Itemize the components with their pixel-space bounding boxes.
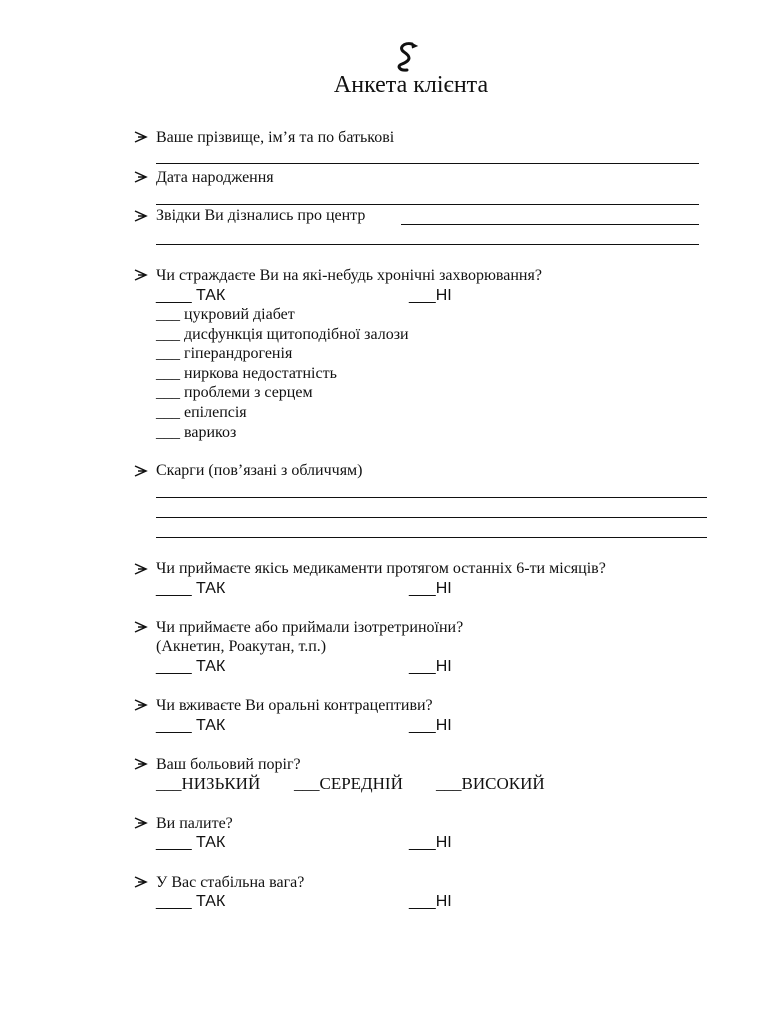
blank: ___ <box>156 345 180 362</box>
blank: ___ <box>409 287 436 304</box>
disease-label: проблеми з серцем <box>184 384 313 401</box>
bullet-arrow-icon <box>134 269 148 281</box>
bullet-arrow-icon <box>134 817 148 829</box>
option-contraceptives-no[interactable] <box>409 716 452 736</box>
no-label: НІ <box>435 658 452 675</box>
bullet-arrow-icon <box>134 465 148 477</box>
blank: ___ <box>409 658 436 675</box>
yes-label: ТАК <box>196 580 226 597</box>
bullet-arrow-icon <box>134 210 148 222</box>
snake-logo-icon <box>392 40 420 74</box>
blank: ___ <box>156 365 180 382</box>
question-source: Звідки Ви дізнались про центр <box>156 207 366 224</box>
blank: ___ <box>409 893 436 910</box>
answer-line-source-2[interactable] <box>156 244 699 245</box>
disease-label: гіперандрогенія <box>184 345 293 362</box>
disease-label: епілепсія <box>184 404 247 421</box>
blank: ___ <box>409 834 436 851</box>
blank: ____ <box>156 580 192 597</box>
disease-item[interactable] <box>156 423 236 443</box>
answer-line-complaints-1[interactable] <box>156 497 707 498</box>
bullet-arrow-icon <box>134 563 148 575</box>
blank: ____ <box>156 834 192 851</box>
no-label: НІ <box>435 834 452 851</box>
option-smoking-no[interactable] <box>409 833 452 853</box>
disease-label: варикоз <box>184 424 237 441</box>
option-isotretinoin-yes[interactable] <box>156 657 225 677</box>
question-pain-threshold: Ваш больовий поріг? <box>156 756 301 773</box>
question-isotretinoin-examples: (Акнетин, Роакутан, т.п.) <box>156 638 327 655</box>
bullet-arrow-icon <box>134 621 148 633</box>
option-chronic-no[interactable] <box>409 286 452 306</box>
option-pain-low[interactable]: ___НИЗЬКИЙ <box>156 774 261 793</box>
yes-label: ТАК <box>196 893 226 910</box>
blank: ___ <box>409 717 436 734</box>
page-title: Анкета клієнта <box>333 72 489 98</box>
option-smoking-yes[interactable] <box>156 833 225 853</box>
option-meds-no[interactable] <box>409 579 452 599</box>
blank: ___ <box>156 384 180 401</box>
answer-line-complaints-3[interactable] <box>156 537 707 538</box>
bullet-arrow-icon <box>134 699 148 711</box>
answer-line-full-name[interactable] <box>156 163 699 164</box>
blank: ___ <box>156 424 180 441</box>
question-isotretinoin: Чи приймаєте або приймали ізотретриноїни? <box>156 619 464 636</box>
yes-label: ТАК <box>196 717 226 734</box>
disease-item[interactable] <box>156 344 292 364</box>
disease-item[interactable] <box>156 383 313 403</box>
answer-line-birth-date[interactable] <box>156 204 699 205</box>
question-full-name: Ваше прізвище, ім’я та по батькові <box>156 129 395 146</box>
bullet-arrow-icon <box>134 171 148 183</box>
question-smoking: Ви палите? <box>156 815 233 832</box>
blank: ____ <box>156 893 192 910</box>
blank: ____ <box>156 287 192 304</box>
blank: ___ <box>156 306 180 323</box>
disease-item[interactable] <box>156 305 295 325</box>
blank: ____ <box>156 658 192 675</box>
no-label: НІ <box>435 287 452 304</box>
option-pain-high[interactable]: ___ВИСОКИЙ <box>436 774 545 793</box>
option-chronic-yes[interactable] <box>156 286 225 306</box>
bullet-arrow-icon <box>134 131 148 143</box>
question-complaints: Скарги (пов’язані з обличчям) <box>156 462 363 479</box>
option-isotretinoin-no[interactable] <box>409 657 452 677</box>
yes-label: ТАК <box>196 287 226 304</box>
question-chronic: Чи страждаєте Ви на які-небудь хронічні захворювання? <box>156 267 542 284</box>
blank: ____ <box>156 717 192 734</box>
disease-item[interactable] <box>156 403 247 423</box>
yes-label: ТАК <box>196 658 226 675</box>
yes-label: ТАК <box>196 834 226 851</box>
question-stable-weight: У Вас стабільна вага? <box>156 874 305 891</box>
disease-label: цукровий діабет <box>184 306 295 323</box>
no-label: НІ <box>435 580 452 597</box>
blank: ___ <box>156 404 180 421</box>
question-medications: Чи приймаєте якісь медикаменти протягом останніх 6-ти місяців? <box>156 560 606 577</box>
no-label: НІ <box>435 893 452 910</box>
no-label: НІ <box>435 717 452 734</box>
answer-line-complaints-2[interactable] <box>156 517 707 518</box>
disease-item[interactable] <box>156 325 409 345</box>
disease-label: дисфункція щитоподібної залози <box>184 326 409 343</box>
blank: ___ <box>409 580 436 597</box>
bullet-arrow-icon <box>134 758 148 770</box>
question-contraceptives: Чи вживаєте Ви оральні контрацептиви? <box>156 697 433 714</box>
disease-label: ниркова недостатність <box>184 365 337 382</box>
option-meds-yes[interactable] <box>156 579 225 599</box>
question-birth-date: Дата народження <box>156 169 274 186</box>
bullet-arrow-icon <box>134 876 148 888</box>
option-weight-no[interactable] <box>409 892 452 912</box>
blank: ___ <box>156 326 180 343</box>
answer-line-source-1[interactable] <box>401 224 699 225</box>
option-pain-medium[interactable]: ___СЕРЕДНІЙ <box>294 774 403 793</box>
option-contraceptives-yes[interactable] <box>156 716 225 736</box>
option-weight-yes[interactable] <box>156 892 225 912</box>
disease-item[interactable] <box>156 364 337 384</box>
